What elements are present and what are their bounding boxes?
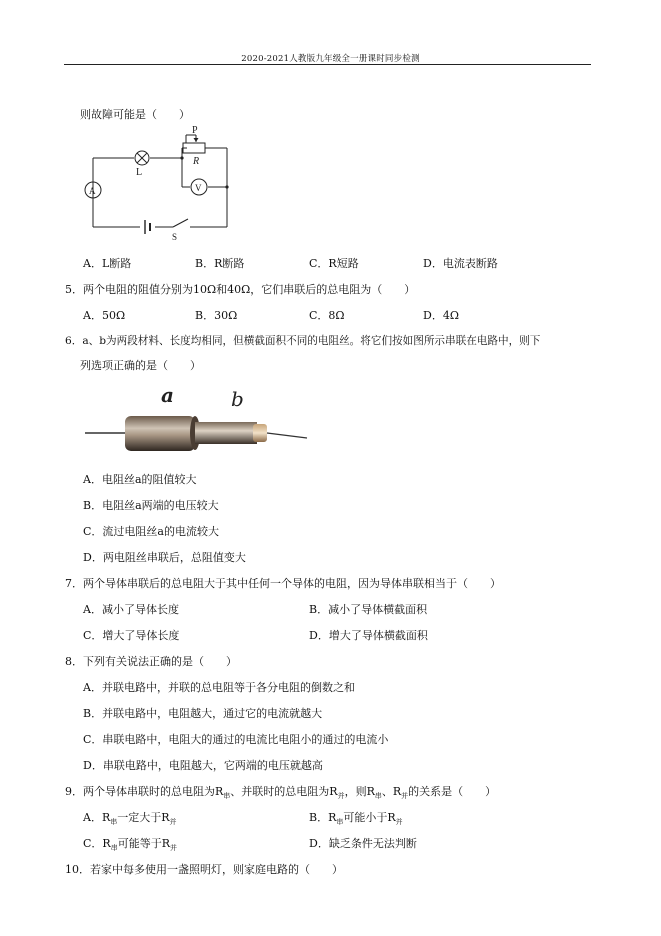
q9-stem-mid2: ，则R: [344, 785, 375, 798]
q9-option-a[interactable]: [83, 809, 177, 827]
q9-stem: [65, 783, 496, 801]
q5-option-b[interactable]: B．30Ω: [195, 309, 238, 322]
q9-b-sub2: 并: [395, 818, 403, 827]
q9-c-sub2: 并: [170, 844, 177, 853]
q6-wire-figure: [85, 378, 310, 463]
q6-option-b[interactable]: B．电阻丝a两端的电压较大: [83, 499, 219, 512]
q7-option-b[interactable]: B．减小了导体横截面积: [309, 603, 428, 616]
q8-stem: 8．下列有关说法正确的是（ ）: [65, 655, 237, 668]
q9-c-pre: C．R: [83, 837, 111, 850]
q4-circuit-diagram: [80, 125, 240, 245]
q9-a-sub2: 并: [169, 818, 177, 827]
figure-label-b: b: [231, 387, 244, 411]
label-l: L: [136, 167, 143, 178]
label-r: R: [193, 156, 200, 167]
q7-stem: 7．两个导体串联后的总电阻大于其中任何一个导体的电阻，因为导体串联相当于（ ）: [65, 577, 501, 590]
q9-option-d[interactable]: D．缺乏条件无法判断: [309, 837, 417, 850]
q8-option-a[interactable]: A．并联电路中，并联的总电阻等于各分电阻的倒数之和: [83, 681, 355, 694]
q4-option-d[interactable]: D．电流表断路: [423, 257, 498, 270]
q9-stem-sep: 、R: [381, 785, 402, 798]
page-header: 2020-2021人教版九年级全一册课时同步检测: [241, 54, 420, 64]
q6-stem-line1: 6．a、b为两段材料、长度均相同，但横截面积不同的电阻丝。将它们按如图所示串联在电路中，则下: [65, 335, 541, 347]
q9-a-pre: A．R: [83, 811, 111, 824]
q8-option-d[interactable]: D．串联电路中，电阻越大，它两端的电压就越高: [83, 759, 323, 772]
q6-option-c[interactable]: C．流过电阻丝a的电流较大: [83, 525, 219, 538]
label-v: V: [195, 183, 202, 193]
q7-option-d[interactable]: D．增大了导体横截面积: [309, 629, 428, 642]
q9-sub-parallel: 并: [337, 792, 345, 801]
q9-b-sub1: 串: [336, 818, 344, 827]
q4-stem: 则故障可能是（ ）: [80, 108, 190, 121]
wire-right-lead: [267, 433, 307, 438]
q9-c-sub1: 串: [110, 844, 118, 853]
q9-c-mid: 可能等于R: [117, 837, 170, 850]
q9-sub-series: 串: [223, 792, 231, 801]
q4-option-b[interactable]: B．R断路: [195, 257, 245, 270]
q9-option-b[interactable]: [309, 809, 403, 827]
q6-option-a[interactable]: A．电阻丝a的阻值较大: [83, 473, 197, 486]
q5-option-a[interactable]: A．50Ω: [83, 309, 126, 322]
q4-option-a[interactable]: A．L断路: [83, 257, 132, 270]
q5-option-c[interactable]: C．8Ω: [309, 309, 345, 322]
q4-option-c[interactable]: C．R短路: [309, 257, 359, 270]
label-a: A: [89, 186, 96, 196]
header-rule: [64, 64, 591, 65]
q9-sub-series-2: 串: [374, 792, 382, 801]
resistor-b-body: [195, 422, 257, 444]
figure-label-a: a: [161, 383, 174, 407]
q9-stem-mid: 、并联时的总电阻为R: [230, 785, 338, 798]
switch-blade: [173, 219, 188, 227]
q9-a-sub1: 串: [110, 818, 118, 827]
q9-a-mid: 一定大于R: [117, 811, 170, 824]
q5-stem: 5．两个电阻的阻值分别为10Ω和40Ω，它们串联后的总电阻为（ ）: [65, 283, 416, 296]
label-p: P: [192, 125, 198, 136]
q9-option-c[interactable]: [83, 835, 177, 853]
q6-option-d[interactable]: D．两电阻丝串联后，总阻值变大: [83, 551, 246, 564]
junction-dot: [180, 156, 183, 159]
q5-option-d[interactable]: D．4Ω: [423, 309, 459, 322]
resistor-b-tip: [253, 424, 267, 442]
q9-stem-post: 的关系是（ ）: [408, 785, 497, 798]
q7-option-a[interactable]: A．减小了导体长度: [83, 603, 179, 616]
q8-option-b[interactable]: B．并联电路中，电阻越大，通过它的电流就越大: [83, 707, 323, 720]
q9-b-mid: 可能小于R: [343, 811, 396, 824]
q9-stem-pre: 9．两个导体串联时的总电阻为R: [65, 785, 224, 798]
q6-stem-line2: 列选项正确的是（ ）: [80, 359, 201, 372]
q9-sub-parallel-2: 并: [401, 792, 409, 801]
junction-dot: [225, 185, 228, 188]
q10-stem: 10．若家中每多使用一盏照明灯，则家庭电路的（ ）: [65, 863, 343, 876]
q9-b-pre: B．R: [309, 811, 337, 824]
q8-option-c[interactable]: C．串联电路中，电阻大的通过的电流比电阻小的通过的电流小: [83, 733, 389, 746]
slider-arrow-head: [194, 138, 199, 142]
label-s: S: [172, 232, 178, 242]
resistor-a-body: [125, 416, 195, 451]
q7-option-c[interactable]: C．增大了导体长度: [83, 629, 180, 642]
